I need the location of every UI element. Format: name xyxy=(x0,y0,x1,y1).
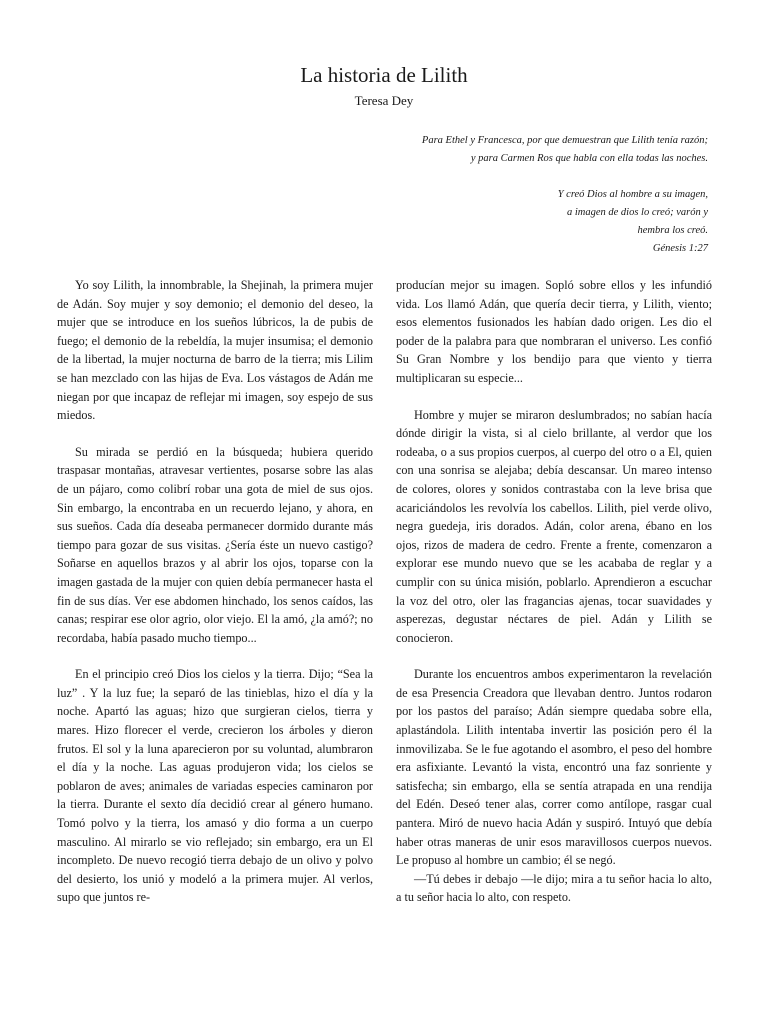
right-column xyxy=(396,276,712,907)
left-column xyxy=(57,276,373,907)
author-name: Teresa Dey xyxy=(354,93,414,108)
dedication-line: y para Carmen Ros que habla con ella todas las noches. xyxy=(470,153,708,164)
paragraph: Hombre y mujer se miraron deslumbrados; no sabían hacía dónde dirigir la vista, si al cielo brillante, al verdor que los rodeaba, o a sus propios cuerpos, al cuerpo del otro o a El, quien con una sonrisa se alejaba; debía descansar. Un mareo intenso de colores, olores y sonidos contrastaba con la leve brisa que acariciándolos les revolvía los cabellos. Lilith, piel verde olivo, negra guedeja, iris dorados. Adán, color arena, ébano en los ojos, rizos de madera de cedro. Frente a frente, comenzaron a explorar ese mundo nuevo que se les acababa de reglar y a cumplir con su única misión, poblarlo. Aprendieron a escuchar la voz del otro, oler las fragancias ajenas, tocar suavidades y asperezas, degustar néctares de piel. Adán y Lilith se conocieron. xyxy=(396,407,712,645)
epigraph-quote xyxy=(308,186,708,258)
paragraph: En el principio creó Dios los cielos y la tierra. Dijo; “Sea la luz” . Y la luz fue; la separó de las tinieblas, hizo el día y la noche. Apartó las aguas; hizo que surgieran cielos, tierra y mares. Hizo florecer el verde, crecieron los árboles y dieron frutos. El sol y la luna aparecieron por su voluntad, alumbraron el día y la noche. Las aguas produjeron vida; los cielos se poblaron de aves; animales de variadas especies caminaron por la tierra. Durante el sexto día decidió crear al género humano. Tomó polvo y la tierra, los amasó y dio forma a un cuerpo masculino. Al mirarlo se vio reflejado; sin embargo, era un El incompleto. De nuevo recogió tierra debajo de un olivo y polvo del desierto, los unió y modeló a la primera mujer. Al verlos, supo que juntos re- xyxy=(57,667,373,905)
epigraph-citation: Génesis 1:27 xyxy=(652,243,708,254)
paragraph: Durante los encuentros ambos experimentaron la revelación de esa Presencia Creadora que llevaban dentro. Juntos rodaron por los pastos del paraíso; Adán siempre quedaba sobre ella, aplastándola. Lilith intentaba invertir las posición pero él la inmovilizaba. Se le fue agotando el asombro, el peso del hombre era asfixiante. Levantó la vista, encontró una faz sonriente y satisfecha; sin embargo, ella se sentía atrapada en una rendija del Edén. Deseó tener alas, correr como antílope, rasgar cual pantera. Miró de nuevo hacia Adán y suspiró. Intuyó que debía haber otras maneras de unir esos maravillosos cuerpos nuevos. Le propuso al hombre un cambio; él se negó. xyxy=(396,667,712,868)
dedication-line: Para Ethel y Francesca, por que demuestran que Lilith tenía razón; xyxy=(421,135,708,146)
paragraph: producían mejor su imagen. Sopló sobre ellos y les infundió vida. Los llamó Adán, que quería decir tierra, y Lilith, viento; esos elementos fusionados les habían dado origen. Les dio el poder de la palabra para que nombraran el universo. Les confió Su Gran Nombre y los bendijo para que viento y tierra multiplicaran su especie... xyxy=(396,278,712,385)
paragraph: Yo soy Lilith, la innombrable, la Shejinah, la primera mujer de Adán. Soy mujer y soy demonio; el demonio del deseo, la mujer que se introduce en los sueños lúbricos, la de pubis de fuego; el demonio de la rebeldía, la mujer insumisa; el demonio de la libertad, la mujer nocturna de barro de la tierra; mis Lilim se han mezclado con las hijas de Eva. Los vástagos de Adán me niegan por que incapaz de reflejar mi imagen, soy espejo de sus miedos. xyxy=(57,278,373,423)
dedication xyxy=(308,132,708,168)
epigraph-line: Y creó Dios al hombre a su imagen, xyxy=(557,189,708,200)
epigraph-line: hembra los creó. xyxy=(637,225,708,236)
epigraph-line: a imagen de dios lo creó; varón y xyxy=(566,207,708,218)
document-title: La historia de Lilith xyxy=(300,63,468,87)
paragraph: Su mirada se perdió en la búsqueda; hubiera querido traspasar montañas, atravesar vertientes, posarse sobre las alas de un pájaro, como colibrí robar una gota de miel de sus ojos. Sin embargo, la encontraba en un recuerdo lejano, y ahora, en sus sueños. Cada día deseaba permanecer dormido durante más tiempo para gozar de sus visitas. ¿Sería éste un nuevo castigo? Soñarse en aquellos brazos y al abrir los ojos, toparse con la imagen gastada de la mujer con quien debía permanecer hasta el fin de sus días. Ver ese abdomen hinchado, los senos caídos, las canas; respirar ese olor agrio, olor viejo. El la amó, ¿la amó?; no recordaba, había pasado mucho tiempo... xyxy=(57,444,373,645)
paragraph: —Tú debes ir debajo —le dijo; mira a tu señor hacia lo alto, a tu señor hacia lo alto, con respeto. xyxy=(396,871,712,905)
